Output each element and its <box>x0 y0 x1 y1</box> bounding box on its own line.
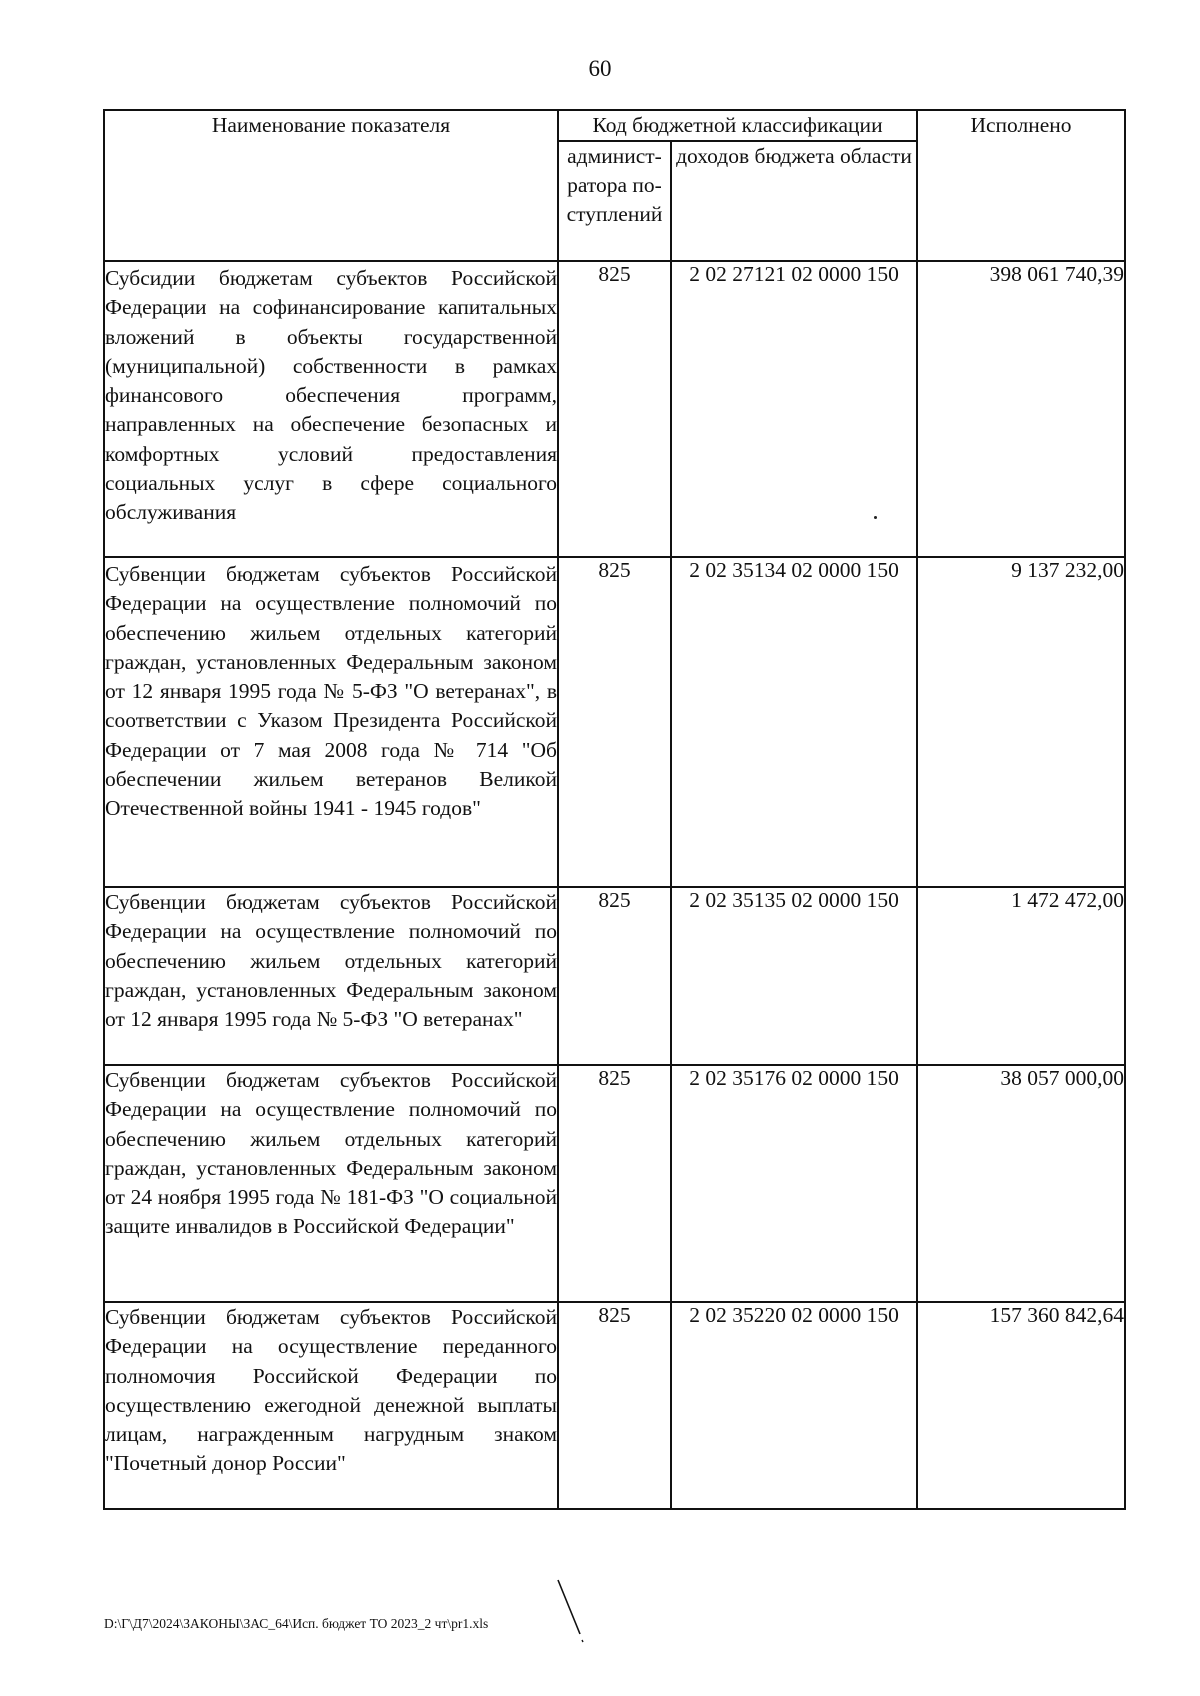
row-name: Субвенции бюджетам субъектов Российской Федерации на осуществление полномочий по обеспечению жильем отдельных категорий граждан, установленных Федеральным законом от 12 января 1995 года № 5-ФЗ "О ветеранах", в соответствии с Указом Президента Российской Федерации от 7 мая 2008 года № 714 "Об обеспечении жильем ветеранов Великой Отечественной войны 1941 - 1945 годов" <box>104 557 558 887</box>
header-executed: Исполнено <box>917 110 1125 261</box>
file-path: D:\Г\Д7\2024\ЗАКОНЫ\ЗАС_64\Исп. бюджет ТО 2023_2 чт\pr1.xls <box>104 1616 489 1631</box>
row-amount: 1 472 472,00 <box>917 887 1125 1065</box>
table-row <box>104 887 1125 1065</box>
row-income-code: 2 02 35176 02 0000 150 <box>671 1065 917 1302</box>
header-name: Наименование показателя <box>104 110 558 261</box>
row-name: Субвенции бюджетам субъектов Российской Федерации на осуществление переданного полномочия Российской Федерации по осуществлению ежегодной денежной выплаты лицам, награжденным нагрудным знаком "Почетный донор России" <box>104 1302 558 1509</box>
header-income: доходов бюджета области <box>671 141 917 261</box>
page-number: 60 <box>588 56 612 81</box>
row-income-code: 2 02 35135 02 0000 150 <box>671 887 917 1065</box>
table-row <box>104 1302 1125 1509</box>
pen-stroke-mark <box>556 1578 586 1648</box>
scan-dot <box>874 516 877 519</box>
header-admin: админист-ратора по-ступлений <box>558 141 671 261</box>
row-name: Субвенции бюджетам субъектов Российской Федерации на осуществление полномочий по обеспечению жильем отдельных категорий граждан, установленных Федеральным законом от 12 января 1995 года № 5-ФЗ "О ветеранах" <box>104 887 558 1065</box>
header-code-group: Код бюджетной классификации <box>558 110 917 141</box>
header-row-top <box>104 110 1125 141</box>
row-amount: 38 057 000,00 <box>917 1065 1125 1302</box>
table-row <box>104 557 1125 887</box>
row-amount: 9 137 232,00 <box>917 557 1125 887</box>
row-admin-code: 825 <box>558 261 671 557</box>
row-income-code: 2 02 35134 02 0000 150 <box>671 557 917 887</box>
table-row <box>104 1065 1125 1302</box>
table-row <box>104 261 1125 557</box>
row-admin-code: 825 <box>558 557 671 887</box>
row-amount: 398 061 740,39 <box>917 261 1125 557</box>
row-income-code: 2 02 27121 02 0000 150 <box>671 261 917 557</box>
row-name: Субсидии бюджетам субъектов Российской Федерации на софинансирование капитальных вложений в объекты государственной (муниципальной) собственности в рамках финансового обеспечения программ, направленных на обеспечение безопасных и комфортных условий предоставления социальных услуг в сфере социального обслуживания <box>104 261 558 557</box>
row-admin-code: 825 <box>558 1065 671 1302</box>
row-admin-code: 825 <box>558 1302 671 1509</box>
row-name: Субвенции бюджетам субъектов Российской Федерации на осуществление полномочий по обеспечению жильем отдельных категорий граждан, установленных Федеральным законом от 24 ноября 1995 года № 181-ФЗ "О социальной защите инвалидов в Российской Федерации" <box>104 1065 558 1302</box>
row-admin-code: 825 <box>558 887 671 1065</box>
row-income-code: 2 02 35220 02 0000 150 <box>671 1302 917 1509</box>
row-amount: 157 360 842,64 <box>917 1302 1125 1509</box>
budget-table <box>103 109 1126 1510</box>
